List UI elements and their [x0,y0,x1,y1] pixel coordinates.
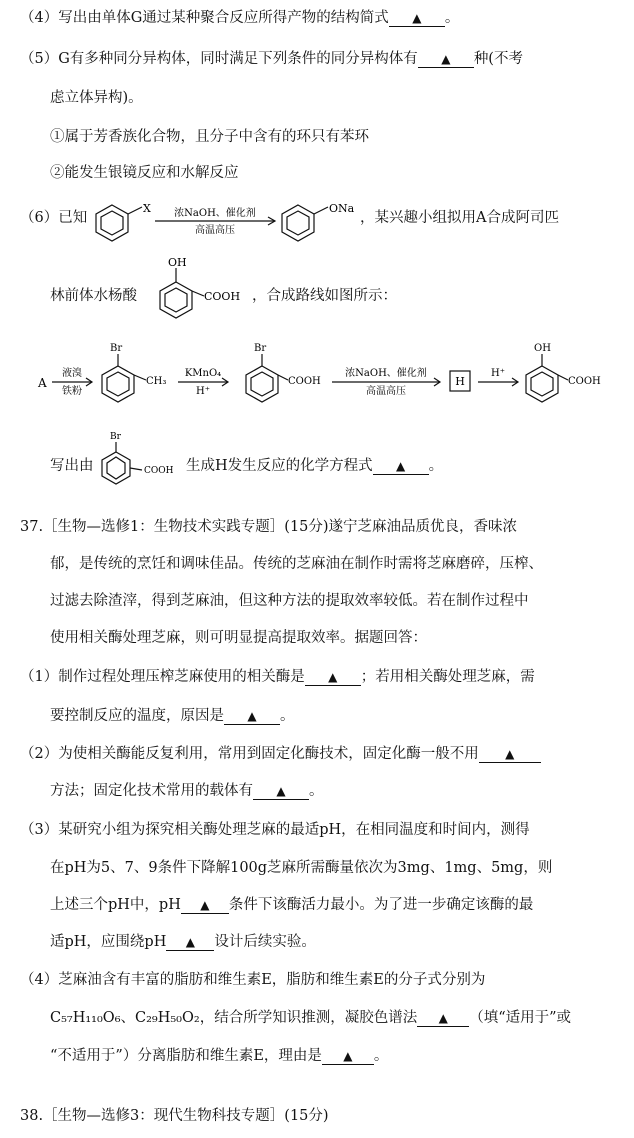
q4-line: （4）写出由单体G通过某种聚合反应所得产物的结构简式 ▲ 。 [20,10,460,26]
q6-line2: 林前体水杨酸 [50,288,137,304]
q37-p3-line3: 上述三个pH中，pH ▲ 条件下该酶活力最小。为了进一步确定该酶的最 [50,897,534,913]
q37-p4-line1: （4）芝麻油含有丰富的脂肪和维生素E，脂肪和维生素E的分子式分别为 [20,972,486,988]
q37-p4-line2: C₅₇H₁₁₀O₆、C₂₉H₅₀O₂，结合所学知识推测，凝胶色谱法 ▲ （填“适用于”或 [50,1010,572,1026]
svg-text:A: A [38,376,47,390]
svg-text:COOH: COOH [288,376,321,387]
answer-blank: ▲ [373,458,429,475]
q37-line3: 过滤去除渣滓，得到芝麻油，但这种方法的提取效率较低。若在制作过程中 [50,593,529,609]
svg-text:COOH: COOH [144,466,174,476]
q6-prefix: （6）已知 [20,210,88,226]
synthesis-route-figure [0,336,634,421]
answer-blank: ▲ [322,1048,374,1065]
q5-cond2: ②能发生银镜反应和水解反应 [50,165,239,181]
q6-end-line: 生成H发生反应的化学方程式 ▲ 。 [186,458,444,474]
svg-text:液溴: 液溴 [62,368,82,379]
condition-top: 浓NaOH、催化剂 [174,208,256,219]
svg-text:高温高压: 高温高压 [366,386,406,397]
answer-blank: ▲ [389,10,445,27]
q37-p1-line2: 要控制反应的温度，原因是 ▲ 。 [50,708,295,724]
q6-line2-after: ，合成路线如图所示： [252,288,397,304]
svg-text:COOH: COOH [204,290,241,303]
q6-end-prefix: 写出由 [50,458,94,474]
q37-line2: 郁，是传统的烹饪和调味佳品。传统的芝麻油在制作时需将芝麻磨碎，压榨、 [50,556,543,572]
q5-line1: （5）G有多种同分异构体，同时满足下列条件的同分异构体有 ▲ 种(不考 [20,51,523,67]
svg-text:KMnO₄: KMnO₄ [184,368,222,379]
q37-p3-line2: 在pH为5、7、9条件下降解100g芝麻所需酶量依次为3mg、1mg、5mg，则 [50,860,553,876]
svg-text:CH₃: CH₃ [146,376,167,387]
answer-blank: ▲ [253,783,309,800]
q38-line: 38.［生物—选修3：现代生物科技专题］(15分) [20,1108,329,1124]
q37-line4: 使用相关酶处理芝麻，则可明显提高提取效率。据题回答： [50,630,427,646]
q37-p3-line4: 适pH，应围绕pH ▲ 设计后续实验。 [50,934,316,950]
answer-blank: ▲ [224,708,280,725]
svg-text:浓NaOH、催化剂: 浓NaOH、催化剂 [345,368,427,379]
condition-bottom: 高温高压 [195,225,235,236]
svg-text:Br: Br [110,432,121,442]
answer-blank: ▲ [479,746,541,763]
answer-blank: ▲ [181,897,229,914]
answer-blank: ▲ [166,934,214,951]
svg-text:Br: Br [254,343,267,354]
answer-blank: ▲ [305,669,361,686]
svg-text:H⁺: H⁺ [491,368,505,379]
svg-text:H⁺: H⁺ [196,386,210,397]
h-box-label: H [455,375,465,388]
x-label: X [143,202,151,215]
q5-line2: 虑立体异构)。 [50,90,143,106]
q37-p3-line1: （3）某研究小组为探究相关酶处理芝麻的最适pH，在相同温度和时间内，测得 [20,822,530,838]
svg-text:铁粉: 铁粉 [62,386,82,397]
svg-text:Br: Br [110,343,123,354]
q37-p1-line1: （1）制作过程处理压榨芝麻使用的相关酶是 ▲ ；若用相关酶处理芝麻，需 [20,669,535,685]
answer-blank: ▲ [418,51,474,68]
q6-after: ，某兴趣小组拟用A合成阿司匹 [360,210,559,226]
ona-label: ONa [329,202,355,215]
q5-cond1: ①属于芳香族化合物，且分子中含有的环只有苯环 [50,129,369,145]
q37-p4-line3: “不适用于”）分离脂肪和维生素E，理由是 ▲ 。 [50,1048,389,1064]
svg-text:COOH: COOH [568,376,601,387]
answer-blank: ▲ [417,1010,469,1027]
svg-text:OH: OH [168,256,187,269]
q37-p2-line2: 方法；固定化技术常用的载体有 ▲ 。 [50,783,324,799]
q37-line1: 37.［生物—选修1：生物技术实践专题］(15分)遂宁芝麻油品质优良，香味浓 [20,519,518,535]
svg-text:OH: OH [534,343,551,354]
q37-p2-line1: （2）为使相关酶能反复利用，常用到固定化酶技术，固定化酶一般不用 ▲ [20,744,541,764]
